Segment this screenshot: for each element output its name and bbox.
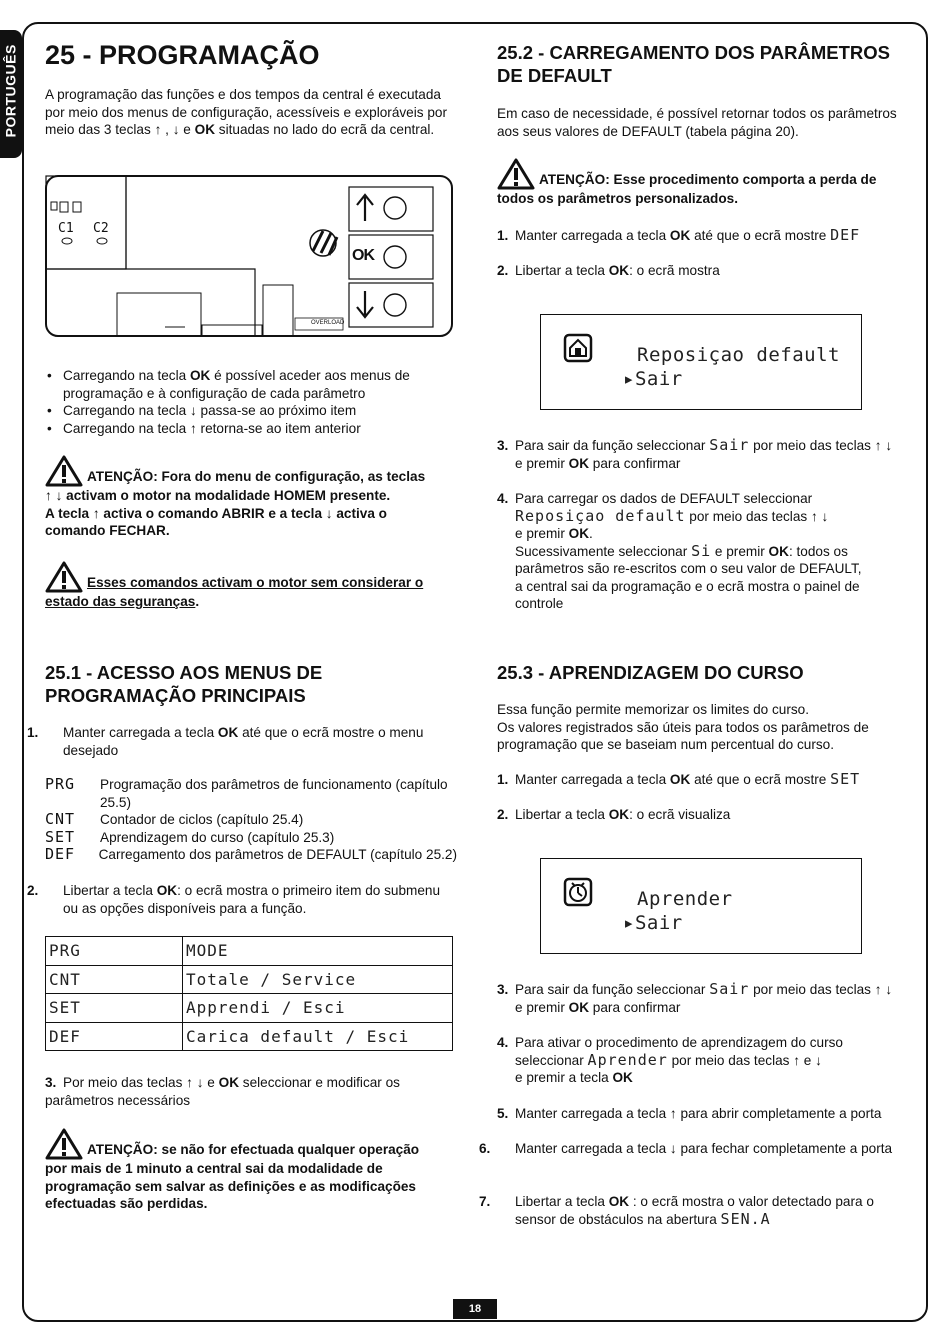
list-item: • Carregando na tecla ↑ retorna-se ao item anterior [45, 420, 455, 438]
list-item: DEF Carregamento dos parâmetros de DEFAULT (capítulo 25.2) [45, 845, 457, 863]
section-25-3-step-6: 6. Manter carregada a tecla ↓ para fechar completamente a porta [479, 1141, 893, 1156]
section-25-2-step-3: 3. Para sair da função seleccionar Sair por meio das teclas ↑ ↓ e premir OK para confirmar [497, 436, 893, 471]
section-25-2-step-1: 1. Manter carregada a tecla OK até que o ecrã mostre DEF [497, 226, 861, 244]
table-row: PRG MODE [46, 937, 453, 966]
display-line-1: Aprender [637, 888, 733, 910]
section-25-1-title: 25.1 - ACESSO AOS MENUS DE PROGRAMAÇÃO PRINCIPAIS [45, 662, 323, 706]
list-item: PRG Programação dos parâmetros de funcionamento (capítulo 25.5) [45, 775, 448, 810]
control-board-illustration [45, 175, 453, 337]
section-25-2-intro: Em caso de necessidade, é possível retornar todos os parâmetros aos seus valores de DEFAULT (tabela página 20). [497, 106, 897, 139]
language-tab [0, 30, 22, 158]
warning-icon [45, 1128, 83, 1160]
list-item: SET Aprendizagem do curso (capítulo 25.3) [45, 827, 335, 846]
board-ok-key-label: OK [352, 247, 374, 264]
section-25-1-step-1: 1. Manter carregada a tecla OK até que o ecrã mostre o menu desejado [27, 725, 424, 758]
section-25-3-step-1: 1. Manter carregada a tecla OK até que o ecrã mostre SET [497, 770, 861, 788]
warning-icon [497, 158, 535, 190]
warning-icon [45, 561, 83, 593]
section-25-3-step-3: 3. Para sair da função seleccionar Sair por meio das teclas ↑ ↓ e premir OK para confirmar [497, 980, 893, 1015]
lcd-display-learn [540, 858, 862, 954]
table-row: CNT Totale / Service [46, 965, 453, 994]
overload-label: OVERLOAD [311, 320, 345, 326]
list-item: • Carregando na tecla OK é possível aceder aos menus de programação e à configuração de cada parâmetro [45, 367, 455, 402]
list-item: • Carregando na tecla ↓ passa-se ao próximo item [45, 402, 455, 420]
led-c2-label: C2 [93, 221, 109, 236]
warning-default-loss: ATENÇÃO: Esse procedimento comporta a perda de todos os parâmetros personalizados. [497, 158, 912, 208]
table-row: DEF Carica default / Esci [46, 1022, 453, 1051]
led-c1-label: C1 [58, 221, 74, 236]
display-line-1: Reposiçao default [637, 344, 840, 366]
section-25-3-step-7: 7. Libertar a tecla OK : o ecrã mostra o valor detectado para o sensor de obstáculos na abertura SEN.A [479, 1194, 874, 1228]
default-reset-icon [563, 333, 593, 363]
warning-manual-mode: ATENÇÃO: Fora do menu de configuração, as teclas ↑ ↓ activam o motor na modalidade HOMEM presente. A tecla ↑ activa o comando ABRIR e a tecla ↓ activa o comando FECHAR. [45, 455, 460, 540]
page-number: 18 [453, 1299, 497, 1319]
menu-codes-list [45, 776, 457, 864]
section-25-2-step-4: 4. Para carregar os dados de DEFAULT seleccionar Reposiçao default por meio das teclas ↑ ↓ e premir OK. Sucessivamente seleccionar Si e premir OK: todos os parâmetros são re-escritos com o seu valor de DEFAULT, a central sai da programação e o ecrã mostra o painel de controle [497, 491, 862, 611]
section-25-3-title: 25.3 - APRENDIZAGEM DO CURSO [497, 662, 804, 683]
section-25-3-step-5: 5. Manter carregada a tecla ↑ para abrir completamente a porta [497, 1106, 882, 1121]
board-drawing [45, 175, 453, 337]
menu-table [45, 936, 453, 1051]
table-row: SET Apprendi / Esci [46, 994, 453, 1023]
section-25-2-step-2: 2. Libertar a tecla OK: o ecrã mostra [497, 263, 720, 278]
display-line-2: ▸Sair [623, 912, 683, 934]
section-25-3-intro: Essa função permite memorizar os limites do curso. Os valores registrados são úteis para todos os parâmetros de programação que se baseiam num percentual do curso. [497, 702, 869, 752]
display-line-2: ▸Sair [623, 368, 683, 390]
section-25-2-title: 25.2 - CARREGAMENTO DOS PARÂMETROS DE DEFAULT [497, 42, 890, 86]
section-25-3-step-4: 4. Para ativar o procedimento de aprendizagem do curso seleccionar Aprender por meio das teclas ↑ e ↓ e premir a tecla OK [497, 1035, 843, 1085]
warning-safety: Esses comandos activam o motor sem considerar o estado das seguranças. [45, 561, 460, 611]
section-25-1-step-2: 2. Libertar a tecla OK: o ecrã mostra o primeiro item do submenu ou as opções disponíveis para a função. [27, 883, 441, 916]
key-usage-list [45, 367, 455, 437]
warning-timeout: ATENÇÃO: se não for efectuada qualquer operação por mais de 1 minuto a central sai da modalidade de programação sem salvar as definições e as modificações efectuadas são perdidas. [45, 1128, 465, 1213]
list-item: CNT Contador de ciclos (capítulo 25.4) [45, 810, 304, 828]
section-25-3-step-2: 2. Libertar a tecla OK: o ecrã visualiza [497, 807, 731, 822]
section-25-1-step-3: 3. Por meio das teclas ↑ ↓ e OK seleccionar e modificar os parâmetros necessários [45, 1075, 400, 1108]
section-25-title: 25 - PROGRAMAÇÃO [45, 40, 320, 70]
lcd-display-default [540, 314, 862, 410]
language-label: PORTUGUÊS [2, 44, 19, 138]
learn-icon [563, 877, 593, 907]
warning-icon [45, 455, 83, 487]
section-25-intro: A programação das funções e dos tempos da central é executada por meio dos menus de configuração, acessíveis e exploráveis por meio das 3 teclas ↑ , ↓ e OK situadas no lado do ecrã da central. [45, 87, 447, 137]
